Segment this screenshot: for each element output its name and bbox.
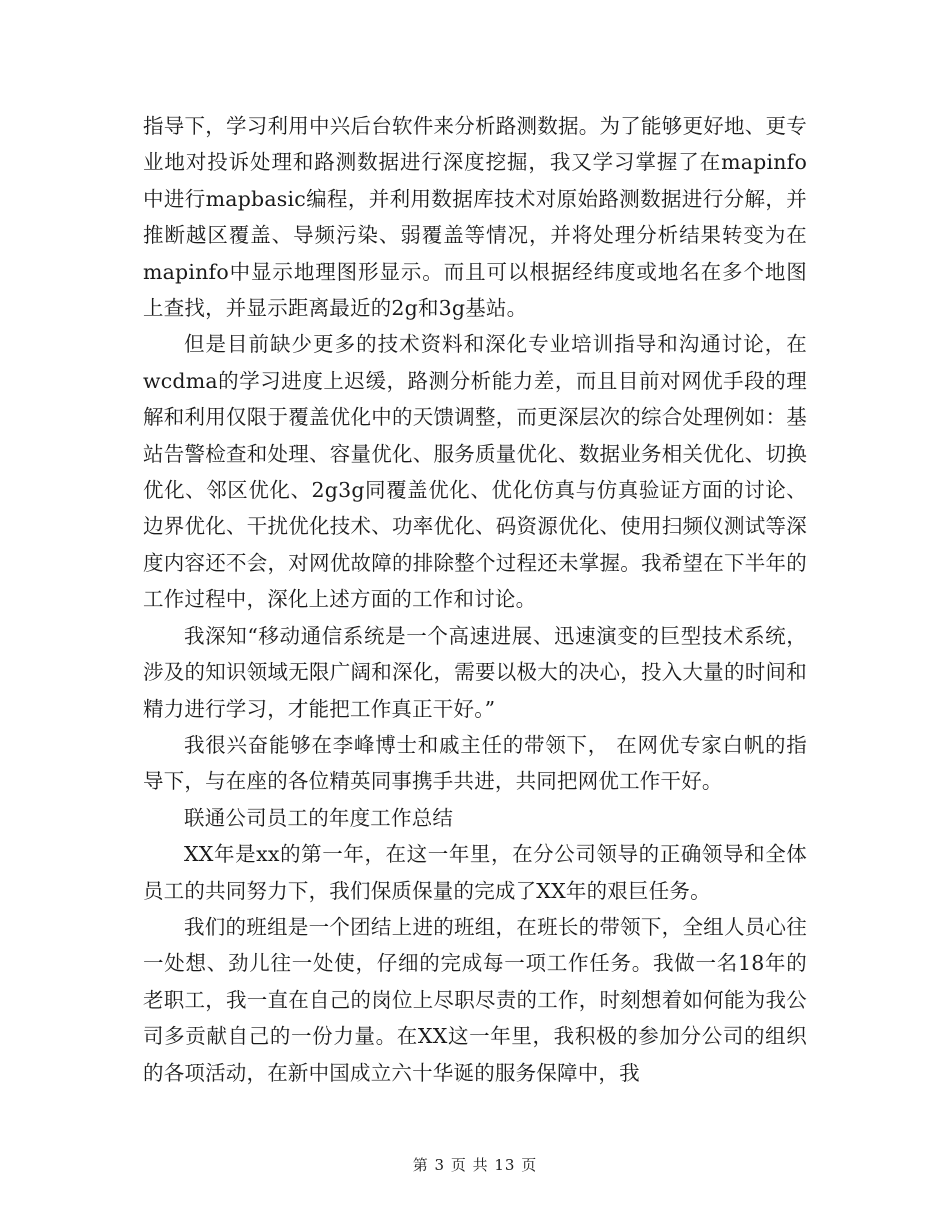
paragraph-1: 指导下，学习利用中兴后台软件来分析路测数据。为了能够更好地、更专业地对投诉处理和路测数据进行深度挖掘，我又学习掌握了在mapinfo中进行mapbasic编程，并利用数据库技术对原始路测数据进行分解，并推断越区覆盖、导频污染、弱覆盖等情况，并将处理分析结果转变为在mapinfo中显示地理图形显示。而且可以根据经纬度或地名在多个地图上查找，并显示距离最近的2g和3g基站。: [143, 114, 807, 321]
paragraph-4: 我很兴奋能够在李峰博士和戚主任的带领下， 在网优专家白帆的指导下，与在座的各位精英同事携手共进，共同把网优工作干好。: [143, 732, 807, 794]
paragraph-3: 我深知“移动通信系统是一个高速进展、迅速演变的巨型技术系统，涉及的知识领域无限广阔和深化，需要以极大的决心，投入大量的时间和精力进行学习，才能把工作真正干好。”: [143, 623, 807, 721]
paragraph-5: XX年是xx的第一年，在这一年里，在分公司领导的正确领导和全体员工的共同努力下，我们保质保量的完成了XX年的艰巨任务。: [143, 842, 807, 903]
paragraph-2: 但是目前缺少更多的技术资料和深化专业培训指导和沟通讨论，在wcdma的学习进度上迟缓，路测分析能力差，而且目前对网优手段的理解和利用仅限于覆盖优化中的天馈调整，而更深层次的综合处理例如：基站告警检查和处理、容量优化、服务质量优化、数据业务相关优化、切换优化、邻区优化、2g3g同覆盖优化、优化仿真与仿真验证方面的讨论、边界优化、干扰优化技术、功率优化、码资源优化、使用扫频仪测试等深度内容还不会，对网优故障的排除整个过程还未掌握。我希望在下半年的工作过程中，深化上述方面的工作和讨论。: [143, 332, 807, 612]
paragraph-6: 我们的班组是一个团结上进的班组，在班长的带领下，全组人员心往一处想、劲儿往一处使，仔细的完成每一项工作任务。我做一名18年的老职工，我一直在自己的岗位上尽职尽责的工作，时刻想着如何能为我公司多贡献自己的一份力量。在XX这一年里，我积极的参加分公司的组织的各项活动，在新中国成立六十华诞的服务保障中，我: [143, 914, 807, 1085]
section-heading: 联通公司员工的年度工作总结: [184, 805, 454, 830]
document-body: [143, 108, 807, 1091]
page-number-footer: 第 3 页 共 13 页: [412, 1156, 538, 1174]
